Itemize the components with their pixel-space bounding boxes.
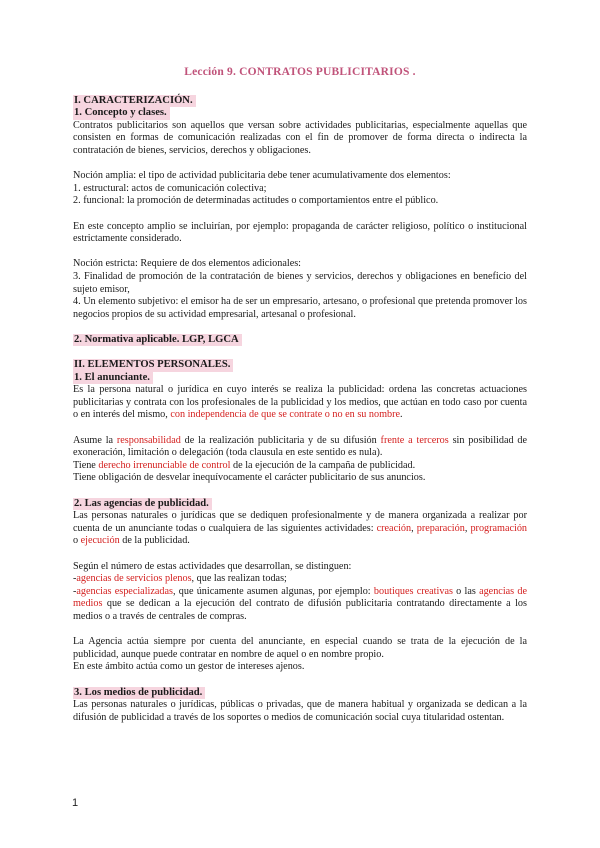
document-content — [73, 66, 527, 724]
subheading-anunciante: 1. El anunciante. — [73, 372, 153, 385]
paragraph-anunciante: Es la persona natural o jurídica en cuyo interés se realiza la publicidad: ordena las concretas actuaciones publicitarias y contrata con los profesionales de la publicidad y los medios, que actúan en todo caso por cuenta o en interés del mismo, con independencia de que se contrate o no en su nombre. — [73, 384, 527, 421]
nocion-estricta-line3: 4. Un elemento subjetivo: el emisor ha de ser un empresario, artesano, o profesional que pretenda promover los negocios propios de su actividad empresarial, artesanal o profesional. — [73, 296, 527, 320]
paragraph-responsabilidad: Asume la responsabilidad de la realización publicitaria y de su difusión frente a terceros sin posibilidad de exoneración, limitación o delegación (toda clausula en este sentido es nula). — [73, 434, 528, 459]
nocion-estricta-line2: 3. Finalidad de promoción de la contratación de bienes y servicios, derechos y obligaciones en beneficio del sujeto emisor, — [73, 270, 527, 295]
lesson-title: Lección 9. CONTRATOS PUBLICITARIOS . — [184, 66, 416, 78]
subheading-normativa: 2. Normativa aplicable. LGP, LGCA — [73, 334, 242, 347]
paragraph-control: Tiene derecho irrenunciable de control de la ejecución de la campaña de publicidad. — [73, 459, 416, 471]
nocion-estricta-line1: Noción estricta: Requiere de dos elementos adicionales: — [73, 258, 302, 270]
section-heading-elementos: II. ELEMENTOS PERSONALES. — [73, 359, 233, 372]
subheading-concepto: 1. Concepto y clases. — [73, 107, 170, 120]
item-especializadas: -agencias especializadas, que únicamente asumen algunas, por ejemplo: boutiques creativas o las agencias de medios que se dedican a la ejecución del contrato de difusión publicitaria contratando directamente a los medios o a través de centrales de compras. — [73, 585, 527, 622]
subheading-agencias: 2. Las agencias de publicidad. — [73, 498, 212, 511]
nocion-amplia-line2: 1. estructural: actos de comunicación colectiva; — [73, 182, 267, 194]
paragraph-definicion: Contratos publicitarios son aquellos que versan sobre actividades publicitarias, especialmente aquellas que consisten en formas de comunicación realizadas con el fin de promover de forma directa o indirecta la contratación de bienes, servicios, derechos y obligaciones. — [73, 119, 527, 156]
paragraph-distinguen: Según el número de estas actividades que desarrollan, se distinguen: — [73, 560, 352, 572]
paragraph-concepto-amplio: En este concepto amplio se incluirían, por ejemplo: propaganda de carácter religioso, político o institucional estrictamente considerado. — [73, 220, 527, 245]
nocion-amplia-line1: Noción amplia: el tipo de actividad publicitaria debe tener acumulativamente dos elementos: — [73, 170, 451, 182]
paragraph-agencia-actua: La Agencia actúa siempre por cuenta del anunciante, en especial cuando se trata de la ejecución de la publicidad, aunque puede contratar en nombre de aquel o en nombre propio. — [73, 636, 527, 660]
paragraph-obligacion: Tiene obligación de desvelar inequívocamente el carácter publicitario de sus anuncios. — [73, 472, 426, 484]
paragraph-gestor: En este ámbito actúa como un gestor de intereses ajenos. — [73, 661, 305, 673]
nocion-amplia-line3: 2. funcional: la promoción de determinadas actitudes o comportamientos entre el público. — [73, 195, 439, 207]
paragraph-agencias: Las personas naturales o jurídicas que se dediquen profesionalmente y de manera organizada a realizar por cuenta de un anunciante todas o cualquiera de las siguientes actividades: creación, preparación, programación o ejecución de la publicidad. — [73, 510, 528, 547]
item-servicios-plenos: -agencias de servicios plenos, que las realizan todas; — [73, 573, 287, 585]
subheading-medios: 3. Los medios de publicidad. — [73, 687, 205, 700]
page-number: 1 — [72, 797, 79, 809]
section-heading-caracterizacion: I. CARACTERIZACIÓN. — [73, 95, 196, 108]
paragraph-medios: Las personas naturales o jurídicas, públicas o privadas, que de manera habitual y organizada se dedican a la difusión de publicidad a través de los soportes o medios de comunicación social cuya titularidad ostentan. — [73, 699, 527, 723]
